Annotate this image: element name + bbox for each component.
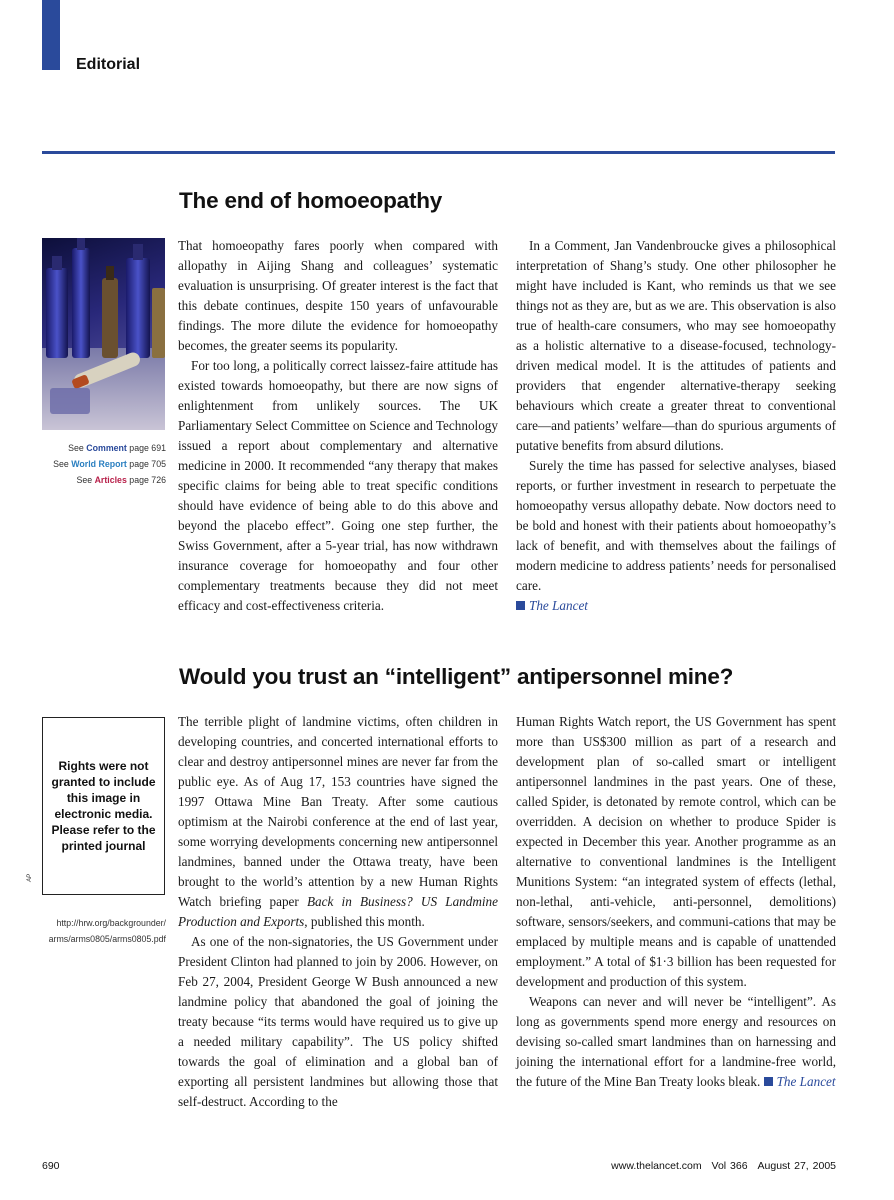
article1-signature: The Lancet — [516, 596, 836, 616]
article1-paragraph: Surely the time has passed for selective analyses, biased reports, or further investment in research to perpetuate the homoeopathy versus allopathy debate. Now doctors need to be bold and honest with their patients about homoeopathy’s lack of benefit, and with themselves about the failings of modern medicine to address patients’ needs for personalised care. — [516, 458, 836, 593]
rights-notice-box: Rights were not granted to include this image in electronic media. Please refer to the printed journal — [42, 717, 165, 895]
photo-credit: AP — [27, 873, 33, 882]
footer-volume: Vol 366 — [711, 1160, 748, 1172]
header-rule — [42, 151, 835, 154]
article2-title: Would you trust an “intelligent” antipersonnel mine? — [179, 664, 734, 689]
footer-site[interactable]: www.thelancet.com — [611, 1160, 702, 1172]
article1-margin-notes — [42, 440, 166, 488]
article2-paragraph: As one of the non-signatories, the US Government under President Clinton had planned to join by 2006. However, on Feb 27, 2004, President George W Bush announced a new landmine policy that abandoned the goal of joining the treaty because “its terms would have required us to give up a needed military capability”. The US policy shifted towards the goal of elimination and a global ban of exporting all persistent landmines but allowing those that self-destruct. According to the — [178, 934, 498, 1109]
hrw-url-note[interactable]: http://hrw.org/backgrounder/ arms/arms0805/arms0805.pdf — [48, 918, 166, 944]
homoeopathy-bottles-photo — [42, 238, 165, 430]
article2-paragraph: Weapons can never and will never be “intelligent”. As long as governments spend more energy and resources on devising so-called smart landmines than on harnessing and joining the international effort for a landmine-free world, the future of the Mine Ban Treaty looks bleak. The Lancet — [516, 994, 836, 1089]
margin-note-articles[interactable]: See Articles page 726 — [76, 475, 166, 485]
article2-paragraph: The terrible plight of landmine victims, often children in developing countries, and concerted international efforts to clear and destroy antipersonnel mines are never far from the public eye. As of Aug 17, 153 countries have signed the 1997 Ottawa Mine Ban Treaty. After some cautious optimism at the Nairobi conference at the end of last year, some worrying developments concerning new antipersonnel landmines, banned under the Ottawa treaty, have been brought to the world’s attention by a new Human Rights Watch briefing paper Back in Business? US Landmine Production and Exports, published this month. — [178, 714, 499, 929]
article1-column-2 — [516, 236, 836, 616]
footer-citation — [605, 1160, 836, 1172]
page-number: 690 — [42, 1160, 60, 1172]
article2-paragraph: Human Rights Watch report, the US Government has spent more than US$300 million as part of a research and development plan of so-called smart or intelligent antipersonnel landmines in the past years. One of these, called Spider, is detonated by remote control, which can be overridden. A decision on whether to produce Spider is expected in December this year. Another programme as an alternative to conventional landmines is the Intelligent Munitions System: “an integrated system of effects (lethal, non-lethal, anti-vehicle, anti-personnel, demolitions) software, sensors/seekers, and communi-cations that may be emplaced by multiple means and is capable of unattended employment.” A total of $1·3 billion has been requested for development and production of this system. — [516, 714, 836, 989]
article1-paragraph: That homoeopathy fares poorly when compared with allopathy in Aijing Shang and colleagues’ systematic evaluation is unsurprising. Of greater interest is the fact that this debate continues, despite 150 years of unfavourable findings. The more dilute the evidence for homoeopathy becomes, the greater seems its popularity. — [178, 238, 498, 353]
article1-column-1 — [178, 236, 498, 616]
signature-square-icon — [516, 601, 525, 610]
signature-square-icon — [764, 1077, 773, 1086]
article1-title: The end of homoeopathy — [179, 188, 443, 213]
margin-note-comment[interactable]: See Comment page 691 — [68, 443, 166, 453]
briefing-paper-title: Back in Business? US Landmine Production and Exports — [178, 894, 499, 929]
section-label: Editorial — [76, 56, 141, 73]
article1-paragraph: In a Comment, Jan Vandenbroucke gives a philosophical interpretation of Shang’s study. One other philosopher he might have included is Kant, who reminds us that we see things not as they are, but as we are. This observation is also true of health-care consumers, who may see homoeopathy as a holistic alternative to a disease-focused, technology-driven medical model. It is the attitudes of patients and providers that engender alternative-therapy seeking behaviours which create a greater threat to conventional care—and patients’ welfare—than do spurious arguments of putative benefits from absurd dilutions. — [516, 238, 836, 453]
article1-paragraph: For too long, a politically correct laissez-faire attitude has existed towards homoeopathy, but there are now signs of enlightenment from unlikely sources. The UK Parliamentary Select Committee on Science and Technology issued a report about complementary and alternative medicine in 2000. It recommended “any therapy that makes specific claims for being able to treat specific conditions should have evidence of being able to do this above and beyond the placebo effect”. Going one step further, the Swiss Government, after a 5-year trial, has now withdrawn insurance coverage for homoeopathy and four other complementary treatments because they did not meet efficacy and cost-effectiveness criteria. — [178, 358, 498, 613]
article2-column-1 — [178, 712, 498, 1112]
section-color-bar — [42, 0, 60, 70]
margin-note-world-report[interactable]: See World Report page 705 — [53, 459, 166, 469]
article2-column-2 — [516, 712, 836, 1092]
footer-date: August 27, 2005 — [757, 1160, 836, 1172]
article2-signature: The Lancet — [776, 1074, 836, 1089]
